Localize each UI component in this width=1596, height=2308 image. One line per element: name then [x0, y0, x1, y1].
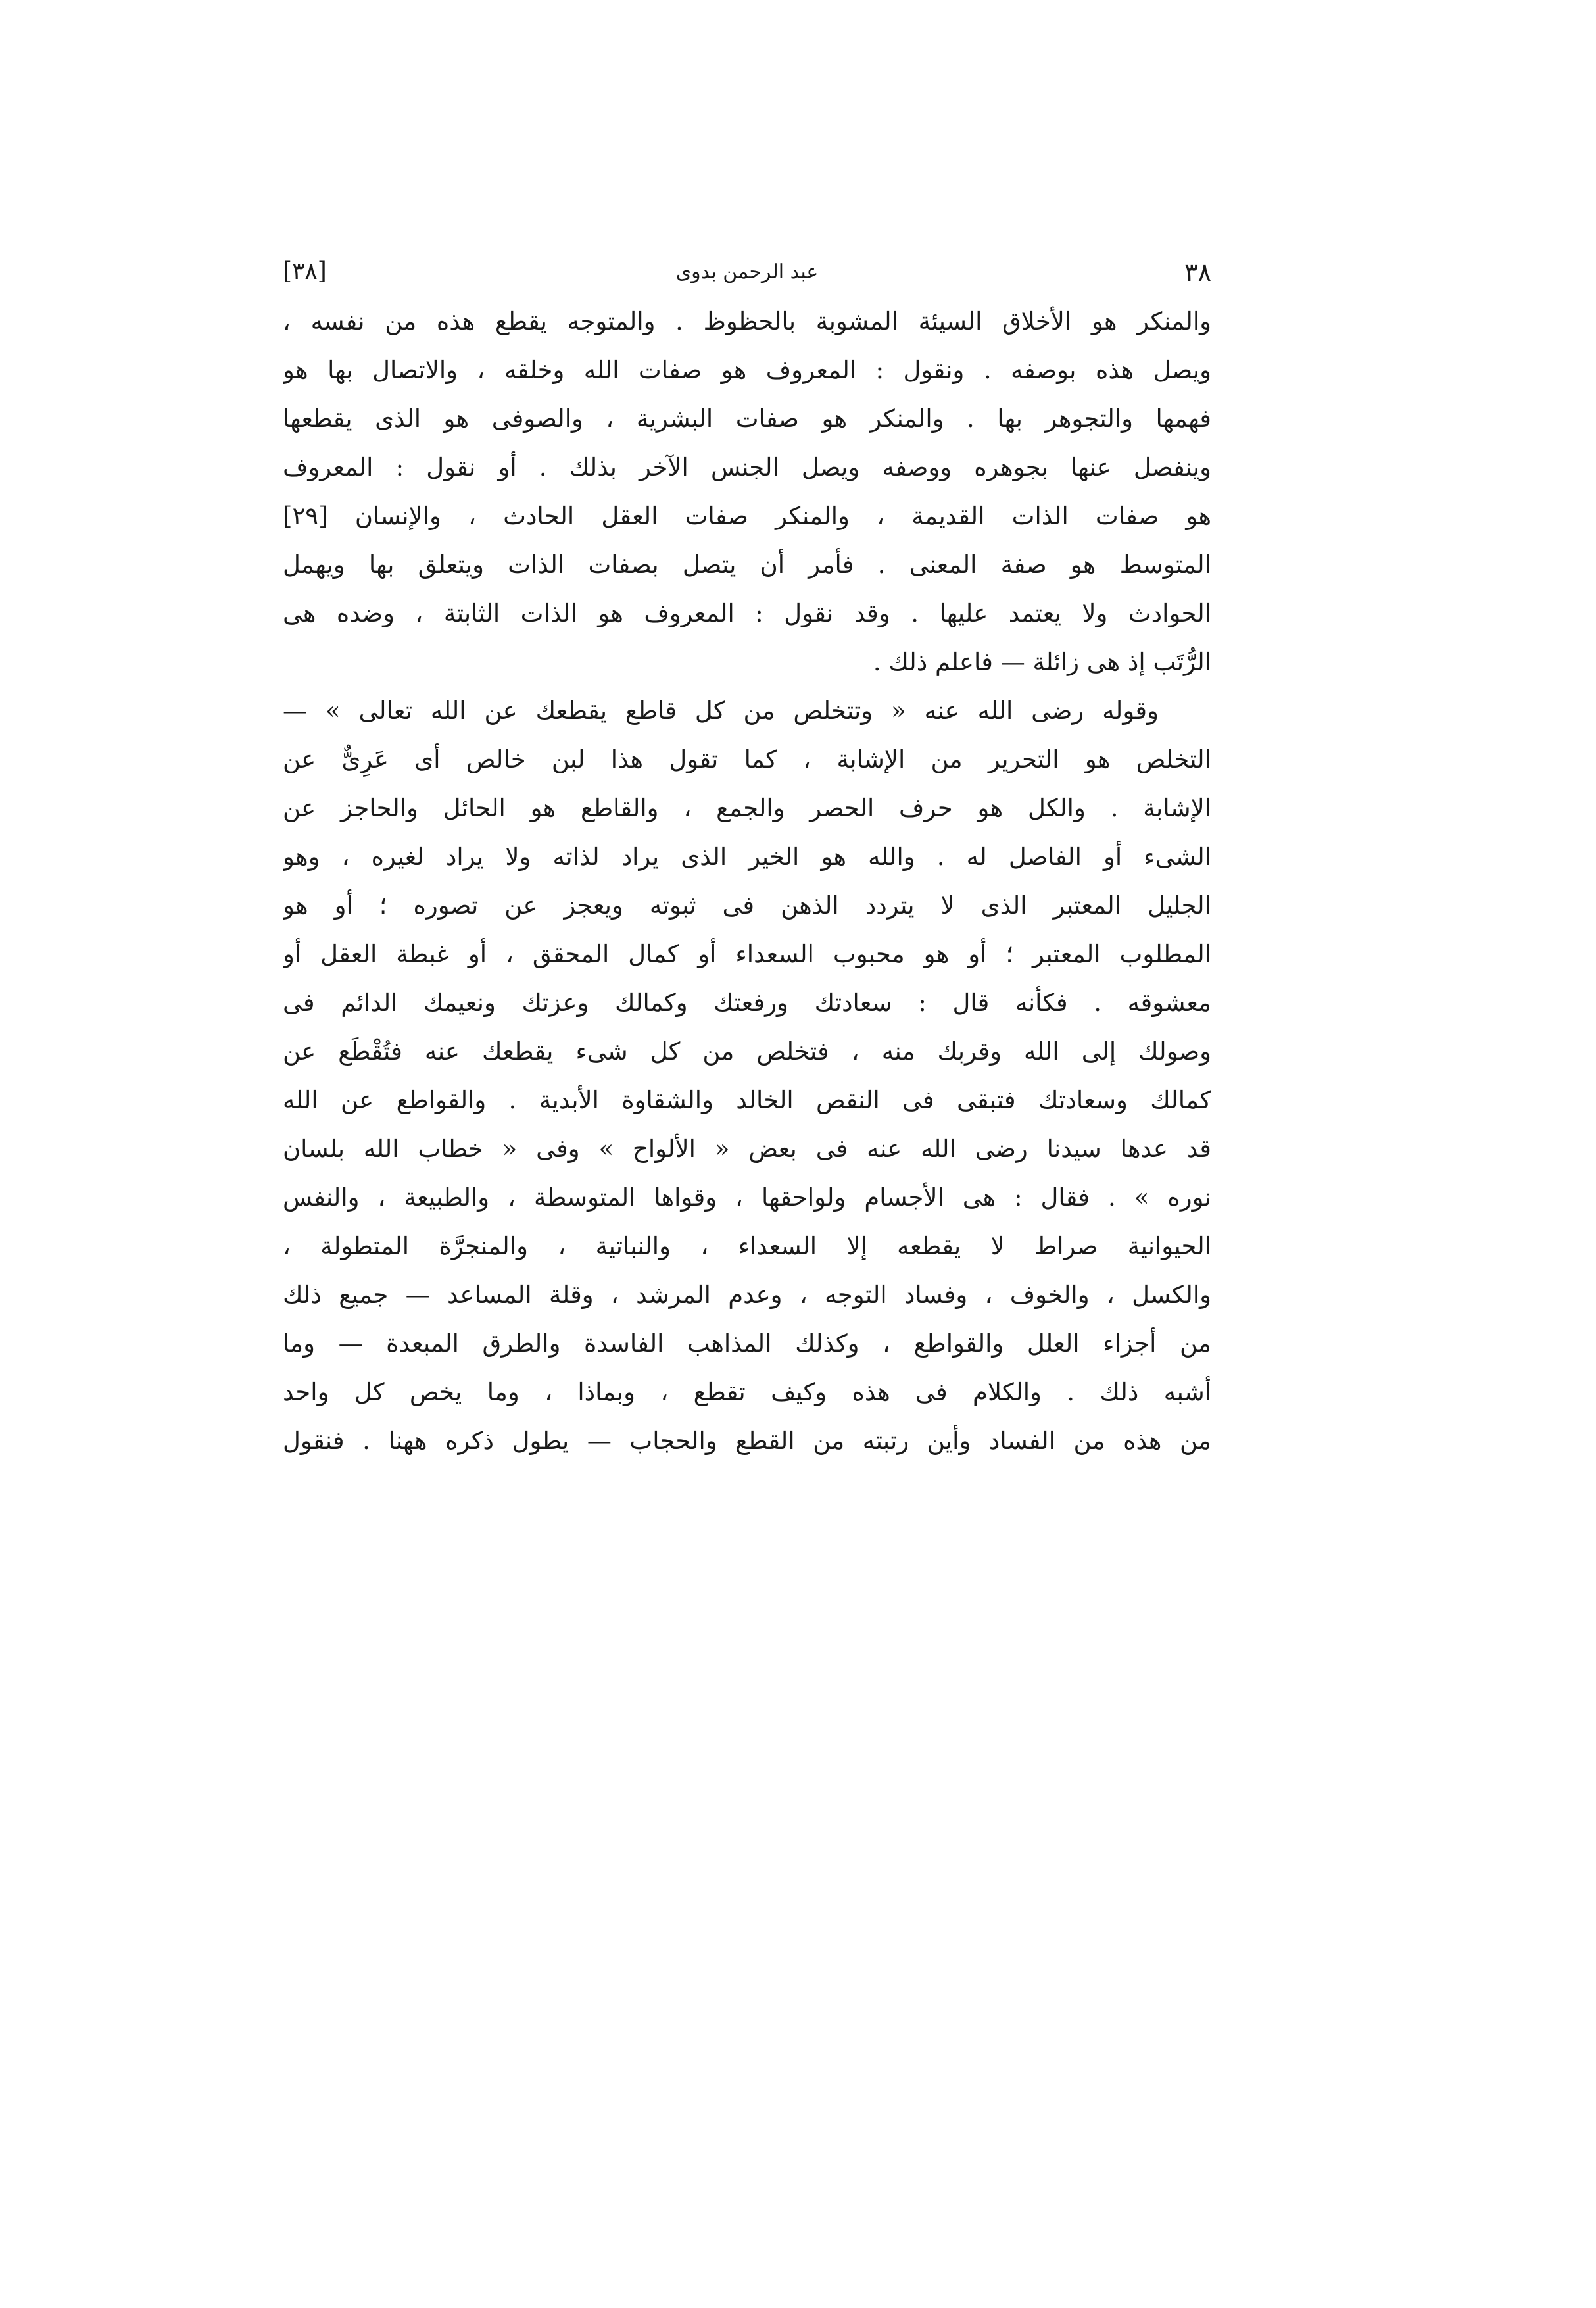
text-line: الرُّتَب إذ هى زائلة — فاعلم ذلك .: [873, 648, 1211, 676]
page-number: ٣٨: [1184, 258, 1211, 287]
text-line: فهمها والتجوهر بها . والمنكر هو صفات البشرية ، والصوفى هو الذى يقطعها: [283, 405, 1211, 433]
paragraph-1: [283, 297, 1211, 687]
text-line: نوره » . فقال : هى الأجسام ولواحقها ، وقواها المتوسطة ، والطبيعة ، والنفس: [283, 1183, 1211, 1212]
text-line: من هذه من الفساد وأين رتبته من القطع والحجاب — يطول ذكره ههنا . فنقول: [283, 1427, 1211, 1455]
paragraph-2: [283, 687, 1211, 1465]
text-line: وينفصل عنها بجوهره ووصفه ويصل الجنس الآخر بذلك . أو نقول : المعروف: [283, 453, 1211, 481]
text-line: الحيوانية صراط لا يقطعه إلا السعداء ، والنباتية ، والمنجرَّة المتطولة ،: [283, 1232, 1211, 1260]
running-title: عبد الرحمن بدوى: [675, 260, 819, 283]
text-line: قد عدها سيدنا رضى الله عنه فى بعض « الألواح » وفى « خطاب الله بلسان: [283, 1135, 1211, 1163]
text-line: معشوقه . فكأنه قال : سعادتك ورفعتك وكمالك وعزتك ونعيمك الدائم فى: [283, 989, 1211, 1017]
original-page-reference: [٣٨]: [283, 258, 327, 285]
text-line: الحوادث ولا يعتمد عليها . وقد نقول : المعروف هو الذات الثابتة ، وضده هى: [283, 599, 1211, 627]
text-line: التخلص هو التحرير من الإشابة ، كما تقول هذا لبن خالص أى عَرِىٌّ عن: [283, 745, 1211, 773]
running-head: [283, 258, 1211, 297]
text-line: المطلوب المعتبر ؛ أو هو محبوب السعداء أو كمال المحقق ، أو غبطة العقل أو: [283, 940, 1211, 968]
text-line: المتوسط هو صفة المعنى . فأمر أن يتصل بصفات الذات ويتعلق بها ويهمل: [283, 551, 1211, 579]
text-line: هو صفات الذات القديمة ، والمنكر صفات العقل الحادث ، والإنسان [٢٩]: [283, 502, 1211, 530]
text-line: أشبه ذلك . والكلام فى هذه وكيف تقطع ، وبماذا ، وما يخص كل واحد: [283, 1378, 1211, 1406]
text-line: وصولك إلى الله وقربك منه ، فتخلص من كل شىء يقطعك عنه فتُقْطَع عن: [283, 1037, 1211, 1066]
text-line: من أجزاء العلل والقواطع ، وكذلك المذاهب الفاسدة والطرق المبعدة — وما: [283, 1329, 1211, 1358]
text-line: الإشابة . والكل هو حرف الحصر والجمع ، والقاطع هو الحائل والحاجز عن: [283, 794, 1211, 822]
text-line: كمالك وسعادتك فتبقى فى النقص الخالد والشقاوة الأبدية . والقواطع عن الله: [283, 1086, 1211, 1114]
text-line: الشىء أو الفاصل له . والله هو الخير الذى يراد لذاته ولا يراد لغيره ، وهو: [283, 843, 1211, 871]
text-line: الجليل المعتبر الذى لا يتردد الذهن فى ثبوته ويعجز عن تصوره ؛ أو هو: [283, 891, 1211, 920]
text-line: وقوله رضى الله عنه « وتتخلص من كل قاطع يقطعك عن الله تعالى » —: [283, 697, 1159, 725]
text-line: ويصل هذه بوصفه . ونقول : المعروف هو صفات الله وخلقه ، والاتصال بها هو: [283, 356, 1211, 384]
body-text: [283, 297, 1211, 1465]
text-line: والكسل ، والخوف ، وفساد التوجه ، وعدم المرشد ، وقلة المساعد — جميع ذلك: [283, 1281, 1211, 1309]
text-line: والمنكر هو الأخلاق السيئة المشوبة بالحظوظ . والمتوجه يقطع هذه من نفسه ،: [283, 307, 1211, 335]
